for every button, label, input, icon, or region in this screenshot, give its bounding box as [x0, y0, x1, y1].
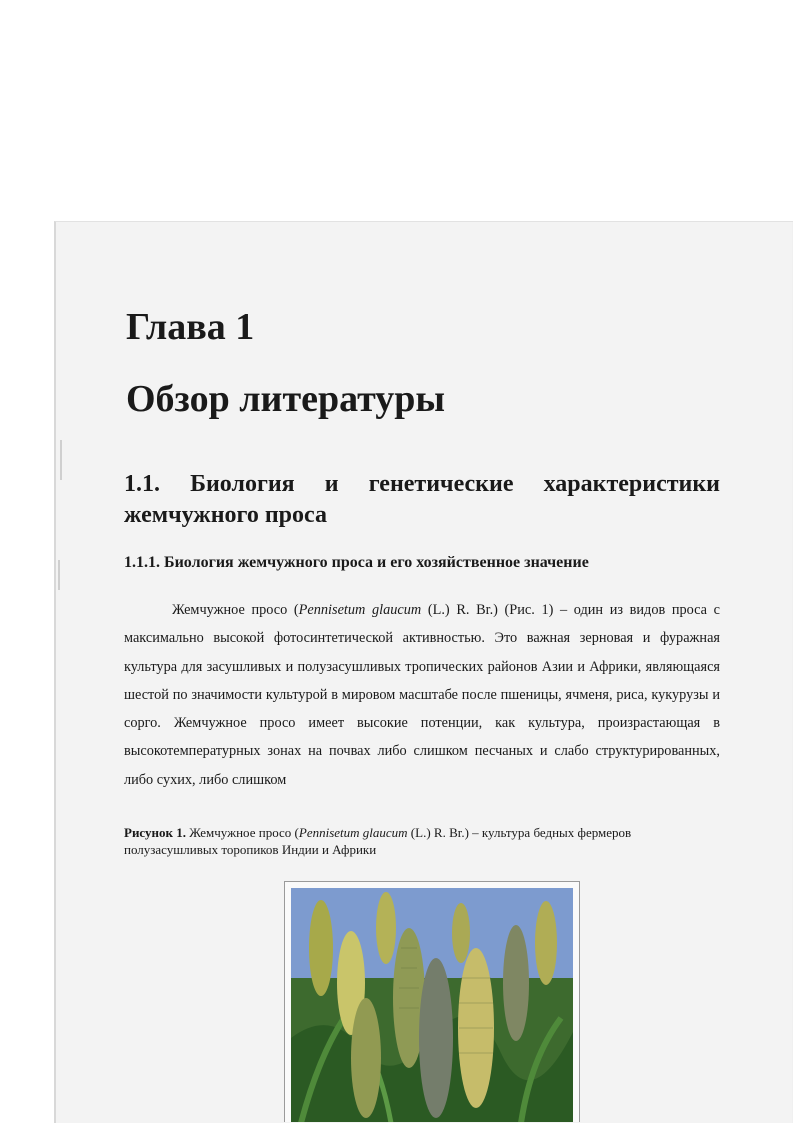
chapter-title: Обзор литературы — [126, 378, 446, 420]
figure-caption — [124, 824, 720, 858]
scan-artifact — [60, 440, 62, 480]
pearl-millet-illustration — [291, 888, 573, 1122]
chapter-label: Глава 1 — [126, 306, 255, 348]
paragraph-rest: (L.) R. Br.) (Рис. 1) – один из видов проса с максимально высокой фотосинтетической активностью. Это важная зерновая и фуражная культура для засушливых и полузасушливых тропических районов Азии и Африки, являющаяся шестой по значимости культурой в мировом масштабе после пшеницы, ячменя, риса, кукурузы и сорго. Жемчужное просо имеет высокие потенции, как культура, произрастающая в высокотемпературных зонах на почвах либо слишком песчаных и слабо структурированных, либо сухих, либо слишком — [124, 602, 720, 788]
body-paragraph — [124, 596, 720, 794]
figure-frame — [284, 881, 580, 1122]
caption-text-before: Жемчужное просо ( — [186, 825, 299, 840]
species-name: Pennisetum glaucum — [298, 602, 422, 618]
caption-text-after: (L.) R. Br.) – культура бедных фермеров полузасушливых торопиков Индии и Африки — [124, 825, 632, 857]
figure-label: Рисунок 1. — [124, 825, 187, 840]
scan-artifact — [58, 560, 60, 590]
paragraph-lead: Жемчужное просо ( — [172, 602, 299, 618]
section-title: 1.1. Биология и генетические характеристики жемчужного проса — [124, 471, 720, 528]
caption-species-name: Pennisetum glaucum — [298, 825, 408, 840]
pearl-millet-photo — [291, 888, 573, 1122]
subsection-title: 1.1.1. Биология жемчужного проса и его хозяйственное значение — [124, 554, 589, 571]
